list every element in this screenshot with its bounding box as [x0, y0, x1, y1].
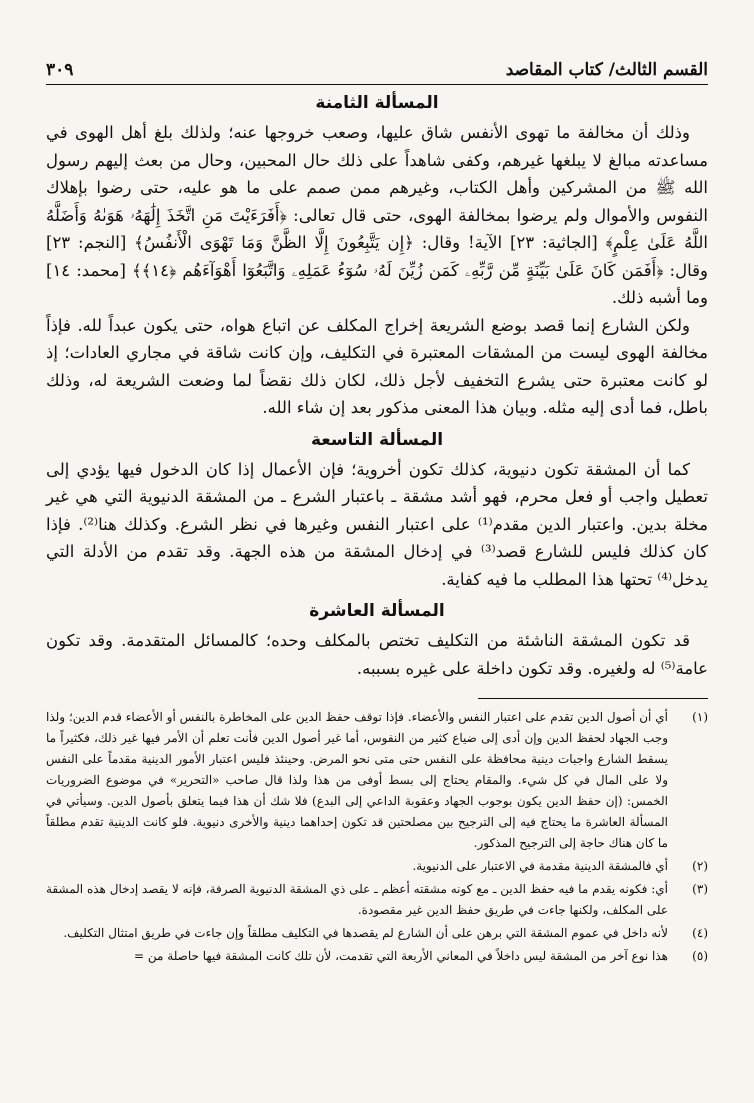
header-title: القسم الثالث/ كتاب المقاصد [505, 60, 708, 80]
section-heading-ninth: المسألة التاسعة [310, 429, 444, 450]
footnote-number: (٣) [692, 882, 708, 896]
footnote [46, 707, 708, 854]
running-header [46, 60, 708, 85]
paragraph-eighth-2: ولكن الشارع إنما قصد بوضع الشريعة إخراج المكلف عن اتباع هواه، حتى يكون عبداً لله. فإذاً مخالفة الهوى ليست من المشقات المعتبرة في التكليف، وإن كانت شاقة في مجاري العادات؛ إذ لو كانت معتبرة حتى يشرع التخفيف لأجل ذلك، لكان ذلك نقضاً لما وضعت الشريعة له، وذلك باطل، فما أدى إليه مثله. وبيان هذا المعنى مذكور بعد إن شاء الله. [46, 315, 709, 417]
footnote [46, 946, 708, 967]
footnote [46, 923, 708, 944]
footnote-text: لأنه داخل في عموم المشقة التي برهن على أن الشارع لم يقصدها في التكليف مطلقاً وإن جاءت في طريق امتثال التكليف. [63, 926, 668, 940]
footnote-number: (٢) [692, 859, 708, 873]
footnotes-divider [478, 698, 708, 699]
footnote-text: أي: فكونه يقدم ما فيه حفظ الدين ـ مع كونه مشقته أعظم ـ على ذي المشقة الدنيوية الصرفة، فإنه لا يقصد إدخال هذه المشقة على المكلف، ولكنها جاءت في طريق حفظ الدين غير مقصودة. [46, 882, 668, 917]
footnote-number: (٥) [692, 949, 708, 963]
footnote-text: هذا نوع آخر من المشقة ليس داخلاً في المعاني الأربعة التي تقدمت، لأن تلك كانت المشقة فيها حاصلة من = [134, 949, 668, 963]
page-number: ٣٠٩ [46, 60, 74, 80]
footnote-number: (١) [692, 710, 708, 724]
footnote-text: أي فالمشقة الدينية مقدمة في الاعتبار على الدنيوية. [412, 859, 668, 873]
paragraph-tenth-1: قد تكون المشقة الناشئة من التكليف تختص بالمكلف وحده؛ كالمسائل المتقدمة. وقد تكون عامة⁽⁵⁾ له ولغيره. وقد تكون داخلة على غيره بسببه. [46, 631, 708, 678]
paragraph-eighth-1: وذلك أن مخالفة ما تهوى الأنفس شاق عليها، وصعب خروجها عنه؛ ولذلك بلغ أهل الهوى في مساعدته مبالغ لا يبلغها غيرهم، وكفى شاهداً على ذلك حال المحبين، وحال من بعث إليهم رسول الله ﷺ من المشركين وأهل الكتاب، وغيرهم ممن صمم على ما هو عليه، حتى رضوا بإهلاك النفوس والأموال ولم يرضوا بمخالفة الهوى، حتى قال تعالى: ﴿أَفَرَءَيْتَ مَنِ اتَّخَذَ إِلَٰهَهُۥ هَوَىٰهُ وَأَضَلَّهُ اللَّهُ عَلَىٰ عِلْمٍ﴾ [الجاثية: ٢٣] الآية! وقال: ﴿إِن يَتَّبِعُونَ إِلَّا الظَّنَّ وَمَا تَهْوَى الْأَنفُسُ﴾ [النجم: ٢٣] وقال: ﴿أَفَمَن كَانَ عَلَىٰ بَيِّنَةٍ مِّن رَّبِّهِۦ كَمَن زُيِّنَ لَهُۥ سُوٓءُ عَمَلِهِۦ وَاتَّبَعُوٓا أَهْوَآءَهُم ﴿١٤﴾﴾ [محمد: ١٤] وما أشبه ذلك. [46, 123, 708, 307]
paragraph-ninth-1: كما أن المشقة تكون دنيوية، كذلك تكون أخروية؛ فإن الأعمال إذا كان الدخول فيها يؤدي إلى تعطيل واجب أو فعل محرم، فهو أشد مشقة ـ باعتبار الشرع ـ من المشقة الدنيوية التي هي غير مخلة بدين. واعتبار الدين مقدم⁽¹⁾ على اعتبار النفس وغيرها في نظر الشرع. وكذلك هنا⁽²⁾. فإذا كان كذلك فليس للشارع قصد⁽³⁾ في إدخال المشقة من هذه الجهة. وقد تقدم من الأدلة التي يدخل⁽⁴⁾ تحتها هذا المطلب ما فيه كفاية. [46, 459, 709, 589]
footnote [46, 879, 708, 921]
footnote [46, 856, 708, 877]
section-heading-tenth: المسألة العاشرة [309, 601, 445, 621]
footnote-number: (٤) [692, 926, 708, 940]
footnote-text: أي أن أصول الدين تقدم على اعتبار النفس والأعضاء. فإذا توقف حفظ الدين على المخاطرة بالنفس أو الأعضاء قدم الدين؛ ولذا وجب الجهاد لحفظ الدين وإن أدى إلى ضياع كثير من النفوس، أما غير أصول الدين فأنت تعلم أن الأمر فيها غير ذلك، فكثيراً ما يسقط الشارع واجبات دينية محافظة على النفس حتى متى نحو المرض. وحينئذ فليس اعتبار الأمور الدينية مقدماً على النفس ولا على المال في كل شيء. والمقام يحتاج إلى بسط أوفى من هذا ولذا قال صاحب «التحرير» في موضوع الضروريات الخمس: (إن حفظ الدين يكون بوجوب الجهاد وعقوبة الداعي إلى البدع) فلا شك أن هذا فيما يتعلق بأصول الدين. وسيأتي في المسألة العاشرة ما يحتاج فيه إلى الترجيح بين مصلحتين قد تكون إحداهما دينية والأخرى دنيوية. فلو كانت الدينية تقدم مطلقاً ما كان هناك حاجة إلى الترجيح المذكور. [46, 710, 668, 850]
section-heading-eighth: المسألة الثامنة [315, 93, 439, 113]
